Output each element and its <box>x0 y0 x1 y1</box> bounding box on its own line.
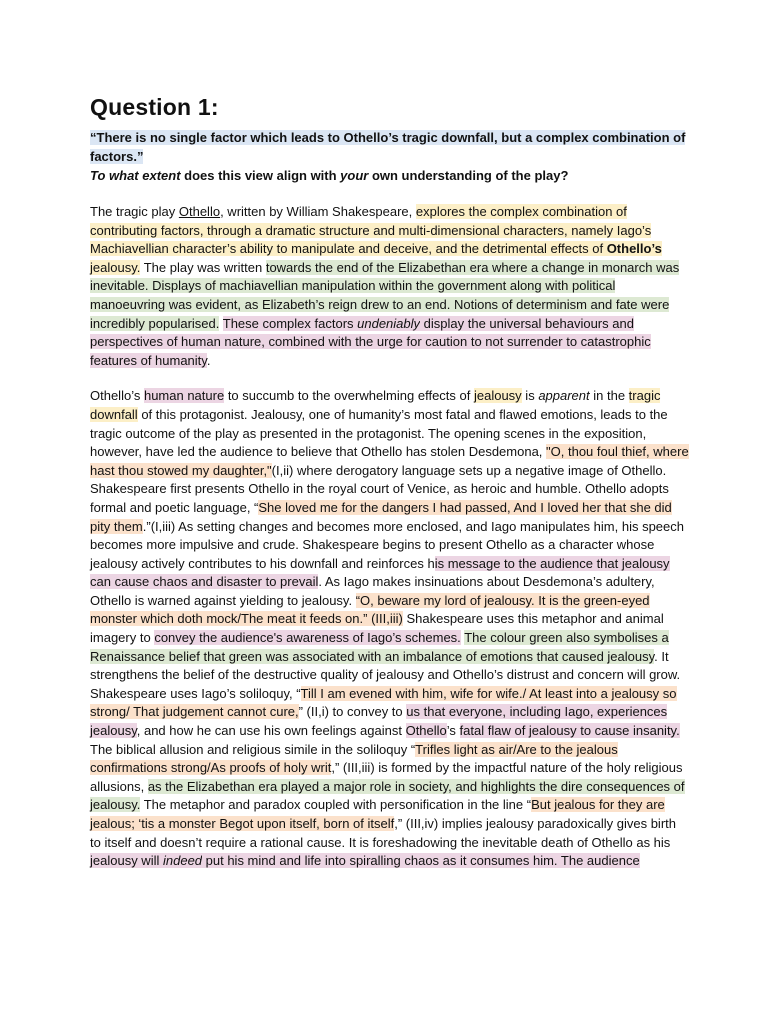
body-text-run: The metaphor and paradox coupled with personification in the line “ <box>140 797 532 813</box>
body-text-run: as the Elizabethan era played a major role in society, and highlights the dire consequences of jealousy. <box>90 778 685 813</box>
spacer <box>90 185 690 203</box>
body-text-run: to succumb to the overwhelming effects of <box>224 388 474 404</box>
body-text-run: , and how he can use his own feelings against <box>136 723 406 739</box>
body-text-run: is <box>521 388 539 404</box>
body-text-run: apparent <box>538 388 590 404</box>
body-text-run: is message to the audience that jealousy can cause chaos and disaster to prevail <box>90 555 670 590</box>
question-prompt-middle: does this view align with <box>180 168 341 183</box>
body-text-run: ,” (III,iv) implies jealousy paradoxically gives birth to itself and doesn’t require a rational cause. It is foreshadowing the inevitable death of Othello as his <box>90 816 676 850</box>
intro-paragraph <box>90 203 690 370</box>
body-text-run: (I,ii) where derogatory language sets up a negative image of Othello. Shakespeare first presents Othello in the royal court of Venice, as heroic and humble. Othello adopts formal and poetic language, “ <box>90 462 669 515</box>
body-text-run: The colour green also symbolises a Renaissance belief that green was associated with an imbalance of emotions that caused jealousy <box>90 630 669 664</box>
body-text-run: Trifles light as air/Are to the jealous confirmations strong/As proofs of holy writ <box>90 741 618 776</box>
body-text-run: jealousy will <box>90 853 163 869</box>
question-quote: “There is no single factor which leads to Othello’s tragic downfall, but a complex combination of factors.” <box>90 130 686 164</box>
body-text-run: “O, beware my lord of jealousy. It is the green-eyed monster which doth mock/The meat it feeds on.” (III,iii) <box>90 592 650 627</box>
intro-text-run: The play was written <box>140 259 266 275</box>
body-text-run: tragic downfall <box>90 388 661 422</box>
question-prompt-end: own understanding of the play? <box>368 168 569 183</box>
body-text-run: . As Iago makes insinuations about Desdemona’s adultery, Othello is warned against yielding to jealousy. <box>90 574 655 608</box>
body-text-run: . It strengthens the belief of the destructive quality of jealousy and Othello’s distrust and concern will grow. Shakespeare uses Iago’s soliloquy, “ <box>90 648 681 701</box>
body-text-run: Othello <box>405 723 447 739</box>
body-text-run: ” (II,i) to convey to <box>298 704 407 720</box>
body-text-run: Othello’s <box>90 388 144 404</box>
essay-question <box>90 128 690 185</box>
intro-text-run: towards the end of the Elizabethan era where a change in monarch was inevitable. Displays of machiavellian manipulation within the government along with political manoeuvring was evident, as Elizabeth’s reign drew to an end. Notions of determinism and fate were incredibly popularised. <box>90 259 680 331</box>
body-text-run: indeed <box>162 853 203 869</box>
body-text-run: Shakespeare uses this metaphor and animal imagery to <box>90 611 664 646</box>
body-text-run: The biblical allusion and religious simile in the soliloquy “ <box>90 741 416 757</box>
body-text-run: fatal flaw of jealousy to cause insanity. <box>459 723 680 739</box>
intro-text-run: jealousy. <box>90 259 141 275</box>
intro-text-run: Othello’s <box>606 241 662 257</box>
intro-text-run: These complex factors <box>222 315 358 331</box>
body-text-run: But jealous for they are jealous; ‘tis a monster Begot upon itself, born of itself <box>90 797 665 831</box>
question-prompt-emphasis: To what extent <box>90 168 181 183</box>
body-text-run: She loved me for the dangers I had passed, And I loved her that she did pity them <box>90 499 672 534</box>
intro-text-run: The tragic play <box>90 204 179 219</box>
intro-text-run: display the universal behaviours and perspectives of human nature, combined with the urge for caution to not surrender to catastrophic features of humanity <box>90 315 651 368</box>
body-text-run: human nature <box>143 388 225 404</box>
body-text-run: ’s <box>446 723 460 739</box>
body-text-run: of this protagonist. Jealousy, one of humanity’s most fatal and flawed emotions, leads to the tragic outcome of the play as presented in the protagonist. The opening scenes in the exposition, however, have led the audience to believe that Othello has stolen Desdemona, <box>90 406 668 460</box>
body-text-run: Till I am evened with him, wife for wife./ At least into a jealousy so strong/ That judgement cannot cure, <box>90 685 677 720</box>
intro-text-run: Othello <box>178 204 221 219</box>
spacer <box>90 370 690 387</box>
intro-text-run: undeniably <box>357 315 421 331</box>
body-text-run: in the <box>589 388 629 404</box>
question-prompt-your: your <box>340 168 369 183</box>
intro-text-run: . <box>206 352 211 368</box>
body-text-run: us that everyone, including Iago, experiences jealousy <box>90 704 668 739</box>
body-paragraph <box>90 387 690 870</box>
document-content <box>90 92 690 871</box>
body-text-run: put his mind and life into spiralling chaos as it consumes him. The audience <box>202 853 640 869</box>
body-text-run: convey the audience's awareness of Iago’s schemes. <box>154 630 461 646</box>
body-text-run: jealousy <box>473 388 522 404</box>
intro-text-run: explores the complex combination of contributing factors, through a dramatic structure and multi-dimensional characters, namely Iago’s Machiavellian character’s ability to manipulate and deceive, and the detrimental effects of <box>90 204 652 257</box>
body-text-run: "O, thou foul thief, where hast thou stowed my daughter," <box>90 444 689 478</box>
body-text-run: ,” (III,iii) is formed by the impactful nature of the holy religious allusions, <box>90 760 683 794</box>
intro-text-run: , written by William Shakespeare, <box>220 204 416 219</box>
page-title: Question 1: <box>90 94 219 120</box>
body-text-run: .”(I,iii) As setting changes and becomes more enclosed, and Iago manipulates him, his speech becomes more impulsive and crude. Shakespeare begins to present Othello as a character whose jealousy actively contributes to his downfall and reinforces h <box>90 518 684 571</box>
